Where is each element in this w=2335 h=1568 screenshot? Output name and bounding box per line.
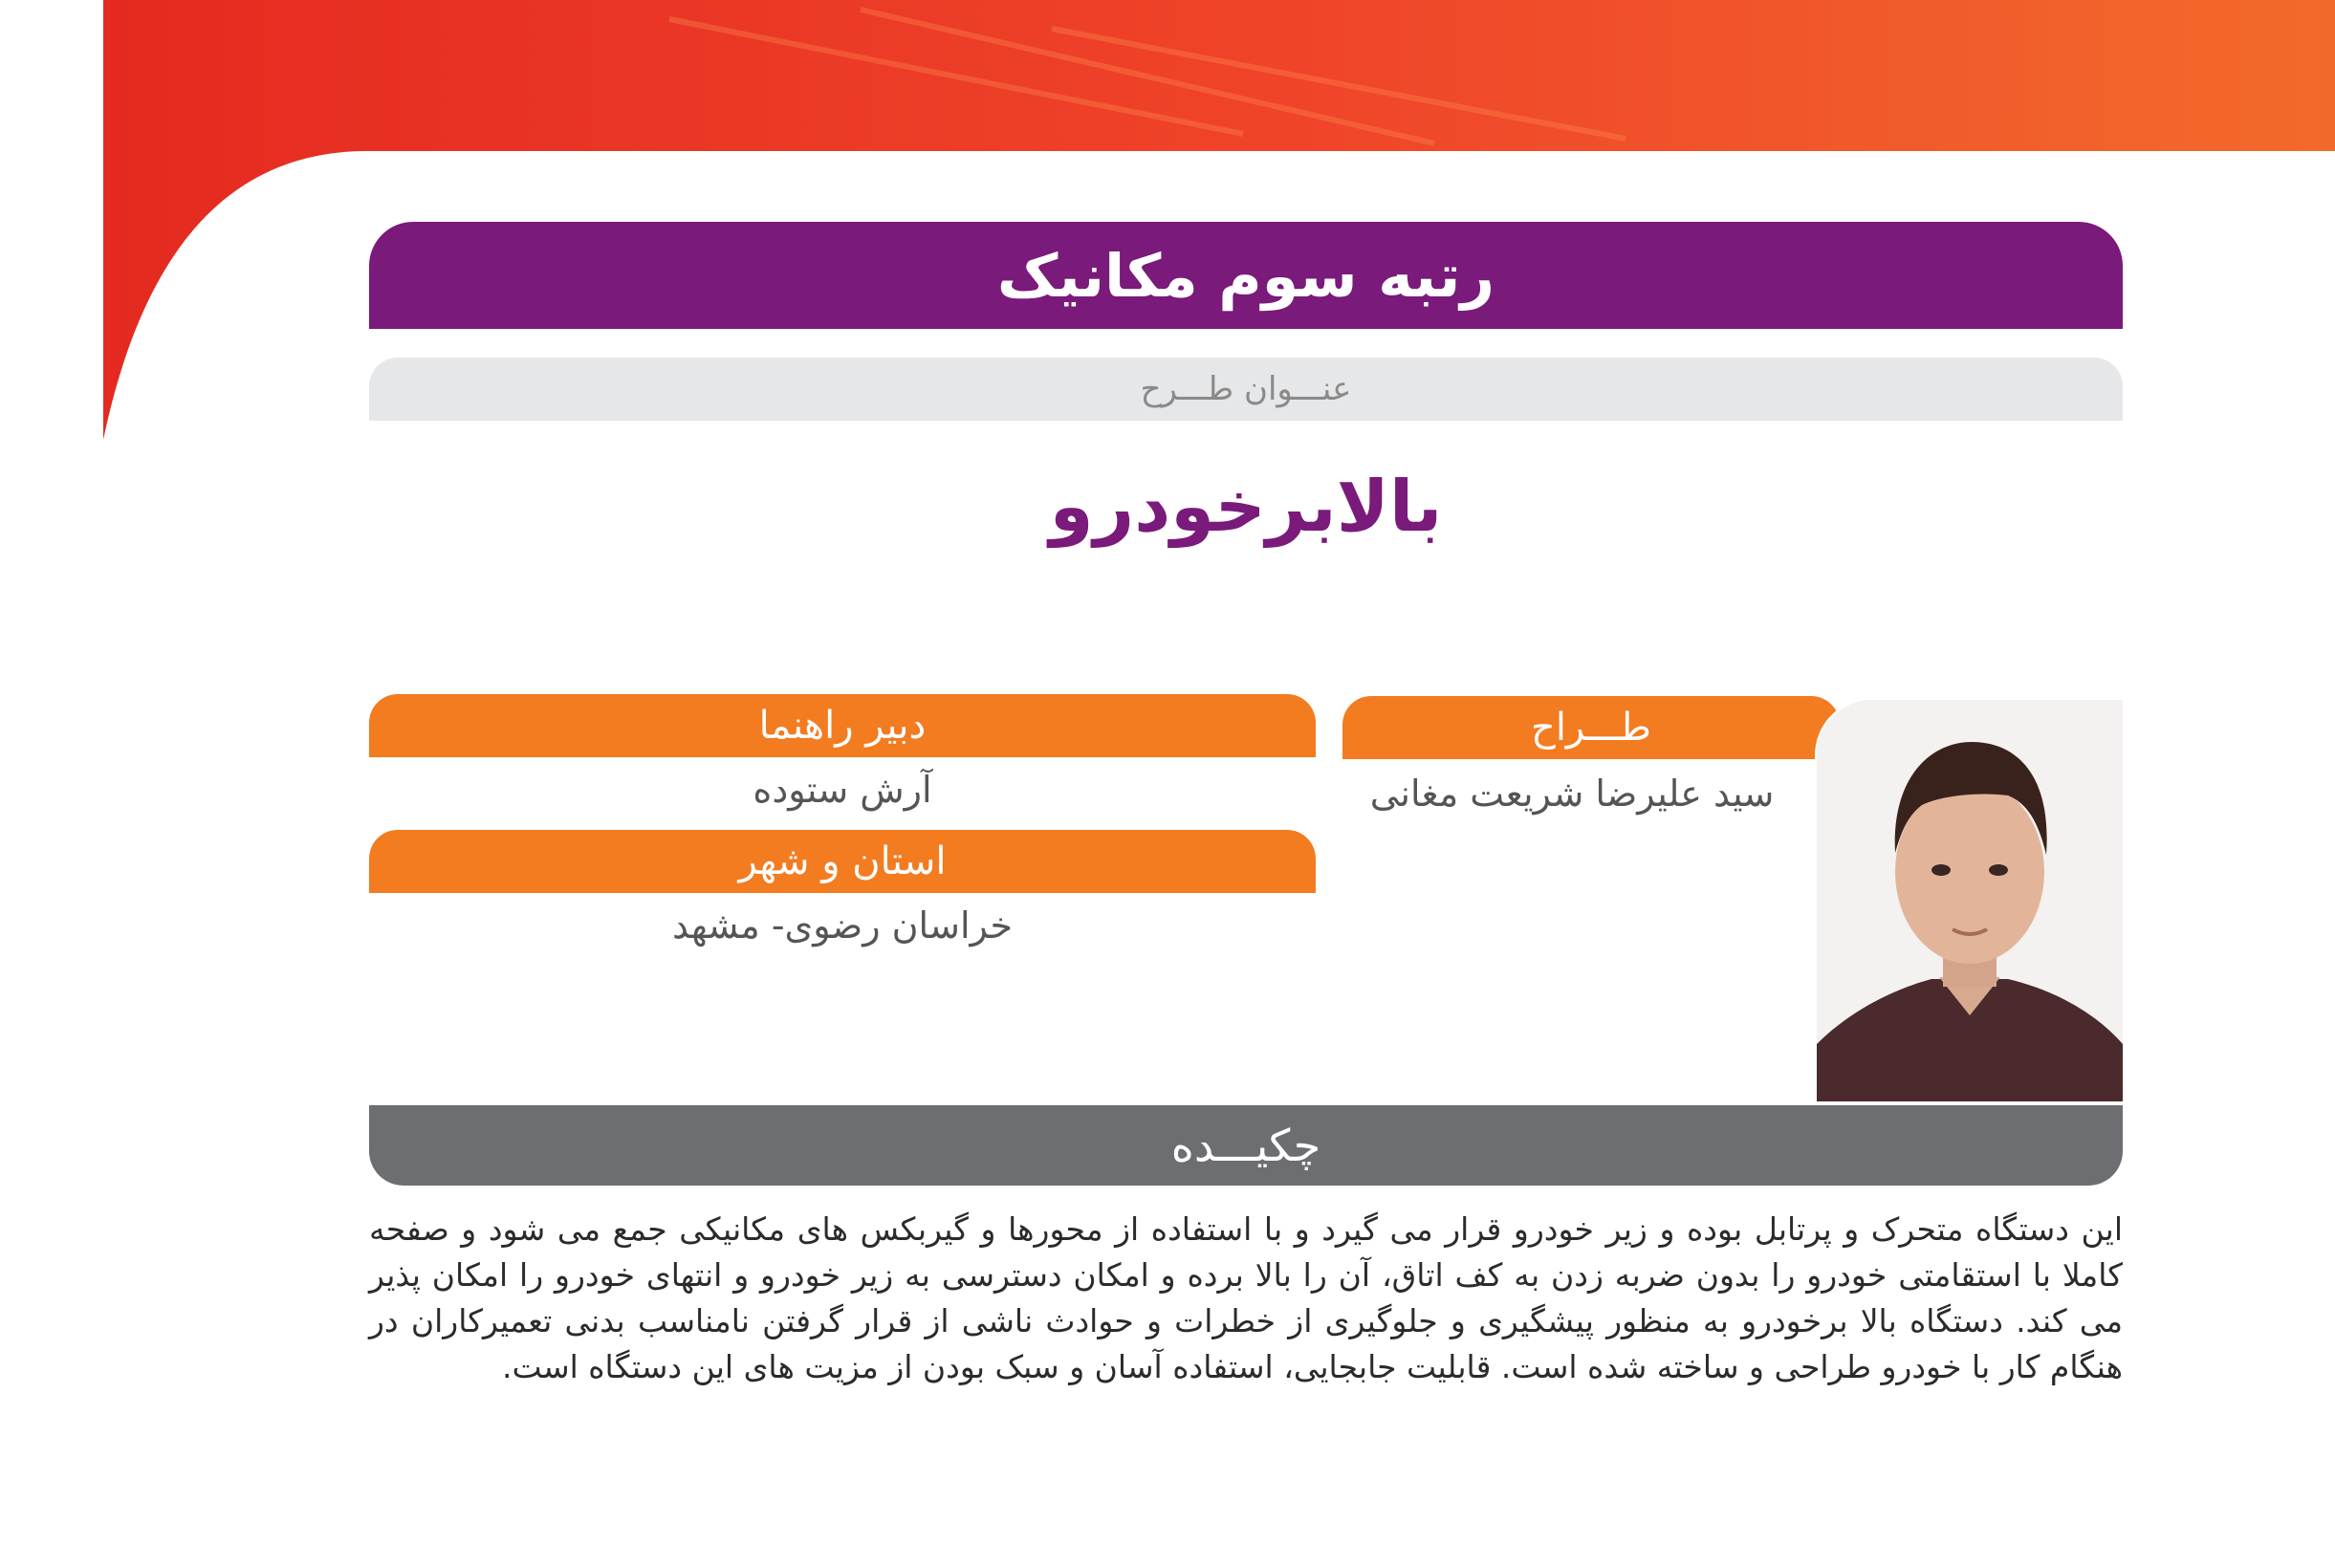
rank-heading: رتبه سوم مکانیک [996, 240, 1495, 311]
abstract-text: این دستگاه متحرک و پرتابل بوده و زیر خودرو قرار می گیرد و با استفاده از محورها و گیربکس های مکانیکی جمع می شود و صفحه کاملا با استقامتی خودرو را بدون ضربه زدن به کف اتاق، آن را بالا برده و امکان دسترسی به زیر خودرو و انتهای خودرو را امکان پذیر می کند. دستگاه بالا برخودرو به منظور پیشگیری و جلوگیری از خطرات و حوادث ناشی از قرار گرفتن نامناسب بدنی تعمیرکاران در هنگام کار با خودرو طراحی و ساخته شده است. قابلیت جابجایی، استفاده آسان و سبک بودن از مزیت های این دستگاه است. [369, 1210, 2123, 1385]
portrait-illustration [1817, 700, 2123, 1101]
rank-heading-bar [369, 222, 2123, 329]
location-label-tab [369, 830, 1316, 893]
designer-label: طـــراح [1531, 706, 1651, 750]
location-label: استان و شهر [738, 839, 947, 883]
designer-name: سید علیرضا شریعت مغانی [1369, 773, 1775, 815]
project-label: عنـــوان طـــرح [1140, 370, 1352, 408]
abstract-label-bar [369, 1105, 2123, 1186]
advisor-label: دبیر راهنما [758, 704, 927, 748]
advisor-name: آرش ستوده [753, 769, 932, 811]
advisor-label-tab [369, 694, 1316, 757]
project-label-bar [369, 358, 2123, 421]
project-title: بالابرخودرو [1049, 466, 1443, 548]
abstract-label: چکیـــده [1170, 1120, 1321, 1171]
designer-label-tab [1342, 696, 1840, 759]
designer-photo [1815, 698, 2125, 1103]
location-name: خراسان رضوی- مشهد [672, 904, 1013, 947]
